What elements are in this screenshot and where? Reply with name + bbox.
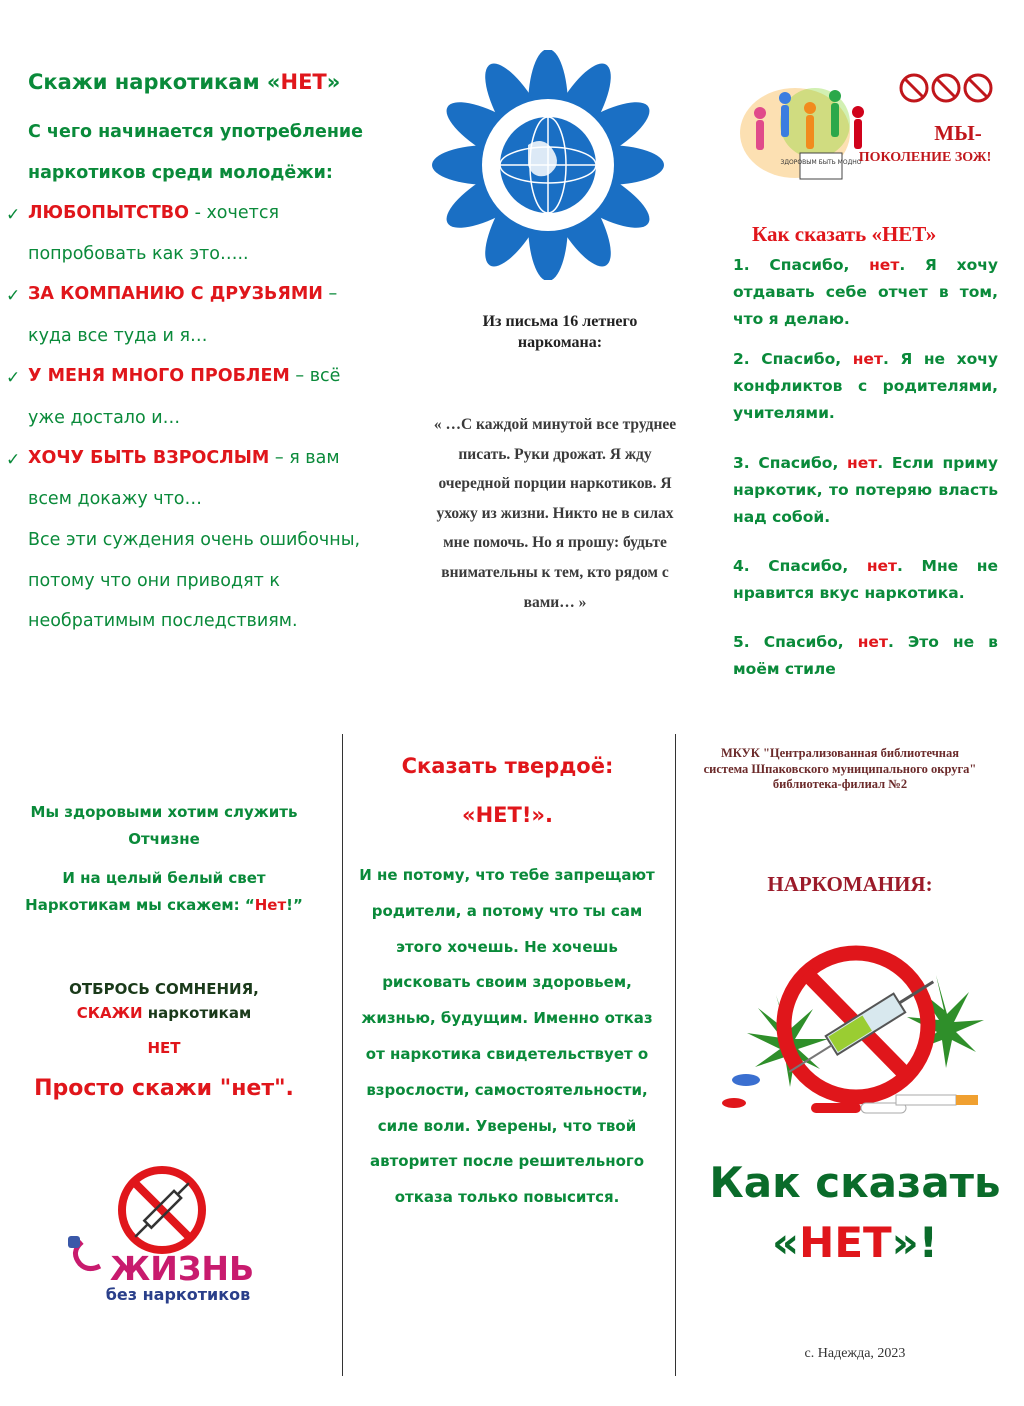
say-firmly-body: И не потому, что тебе запрещают родители, а потому что ты сам этого хочешь. Не хочешь рисковать своим здоровьем, жизнью, будущим. Именно отказ от наркотика свидетельствует о взрослости, самостоятельности, силе воли. Уверены, что твой авторитет после решительного отказа только повысится. <box>359 866 655 1207</box>
say-firmly-title: Сказать твердоё: <box>401 754 614 778</box>
zozh-banner-image <box>740 68 995 188</box>
banner-text-1: МЫ- <box>934 121 982 145</box>
footer-place-year: с. Надежда, 2023 <box>804 1346 906 1361</box>
banner-text-2: ПОКОЛЕНИЕ ЗОЖ! <box>858 150 992 165</box>
how-to-say-net: «НЕТ»! <box>772 1218 938 1267</box>
check-icon: ✓ <box>6 368 21 388</box>
reason-3-cont: уже достало и… <box>28 408 181 428</box>
reason-1-cont: попробовать как это….. <box>28 244 249 264</box>
poem-line-1: Мы здоровыми хотим служить <box>30 803 298 821</box>
letter-heading: Из письма 16 летнего наркомана: <box>482 313 638 351</box>
panel-divider <box>675 734 676 1376</box>
tip-5: 5. Спасибо, нет. Это не в моём стиле <box>733 633 998 678</box>
intro-line-1: С чего начинается употребление <box>28 122 364 142</box>
net-word: НЕТ <box>147 1039 181 1057</box>
life-without-drugs-logo <box>62 1162 272 1312</box>
check-icon: ✓ <box>6 450 21 470</box>
check-icon: ✓ <box>6 286 21 306</box>
reason-4-cont: всем докажу что… <box>28 489 202 509</box>
panel1-title: Скажи наркотикам «НЕТ» <box>28 70 341 94</box>
conclusion-3: необратимым последствиям. <box>28 611 298 631</box>
logo-small-text: без наркотиков <box>105 1285 251 1304</box>
logo-big-text: ЖИЗНЬ <box>109 1249 255 1288</box>
how-to-say: Как сказать <box>709 1158 1001 1207</box>
no-drugs-image <box>716 935 1001 1130</box>
poem-line-2: Отчизне <box>128 830 200 848</box>
my-life-logo <box>428 50 668 280</box>
reason-4: ХОЧУ БЫТЬ ВЗРОСЛЫМ – я вам <box>28 448 340 468</box>
check-icon: ✓ <box>6 205 21 225</box>
reason-1: ЛЮБОПЫТСТВО - хочется <box>28 203 279 223</box>
reason-2-cont: куда все туда и я… <box>28 326 208 346</box>
poem-line-3: И на целый белый свет <box>62 869 266 887</box>
reason-2: ЗА КОМПАНИЮ С ДРУЗЬЯМИ – <box>28 284 338 304</box>
say-firmly-net: «НЕТ!». <box>462 803 553 827</box>
panel-divider <box>342 734 343 1376</box>
tip-2: 2. Спасибо, нет. Я не хочу конфликтов с родителями, учителями. <box>733 350 998 422</box>
tip-4: 4. Спасибо, нет. Мне не нравится вкус наркотика. <box>733 557 998 602</box>
poem-line-4: Наркотикам мы скажем: “Нет!” <box>25 896 303 914</box>
just-say-no: Просто скажи "нет". <box>34 1076 294 1101</box>
intro-line-2: наркотиков среди молодёжи: <box>28 163 333 183</box>
letter-quote: « …С каждой минутой все труднее писать. Руки дрожат. Я жду очередной порции наркотиков. Я ухожу из жизни. Никто не в силах мне помочь. Но я прошу: будьте внимательны к тем, кто рядом с вами… » <box>433 416 677 611</box>
panel3-title: Как сказать «НЕТ» <box>752 222 937 246</box>
library-name: МКУК "Централизованная библиотечная система Шпаковского муниципального округа" библиотека-филиал №2 <box>703 746 977 791</box>
sign-text: ЗДОРОВЫМ БЫТЬ МОДНО <box>780 159 862 166</box>
reason-3: У МЕНЯ МНОГО ПРОБЛЕМ – всё <box>28 366 341 386</box>
narcomania-title: НАРКОМАНИЯ: <box>767 872 933 896</box>
conclusion-1: Все эти суждения очень ошибочны, <box>28 530 361 550</box>
tip-3: 3. Спасибо, нет. Если приму наркотик, то потеряю власть над собой. <box>733 454 998 526</box>
say-to-drugs: СКАЖИ наркотикам <box>76 1004 252 1022</box>
throw-doubts: ОТБРОСЬ СОМНЕНИЯ, <box>69 980 259 998</box>
conclusion-2: потому что они приводят к <box>28 571 280 591</box>
tip-1: 1. Спасибо, нет. Я хочу отдавать себе отчет в том, что я делаю. <box>733 256 998 328</box>
